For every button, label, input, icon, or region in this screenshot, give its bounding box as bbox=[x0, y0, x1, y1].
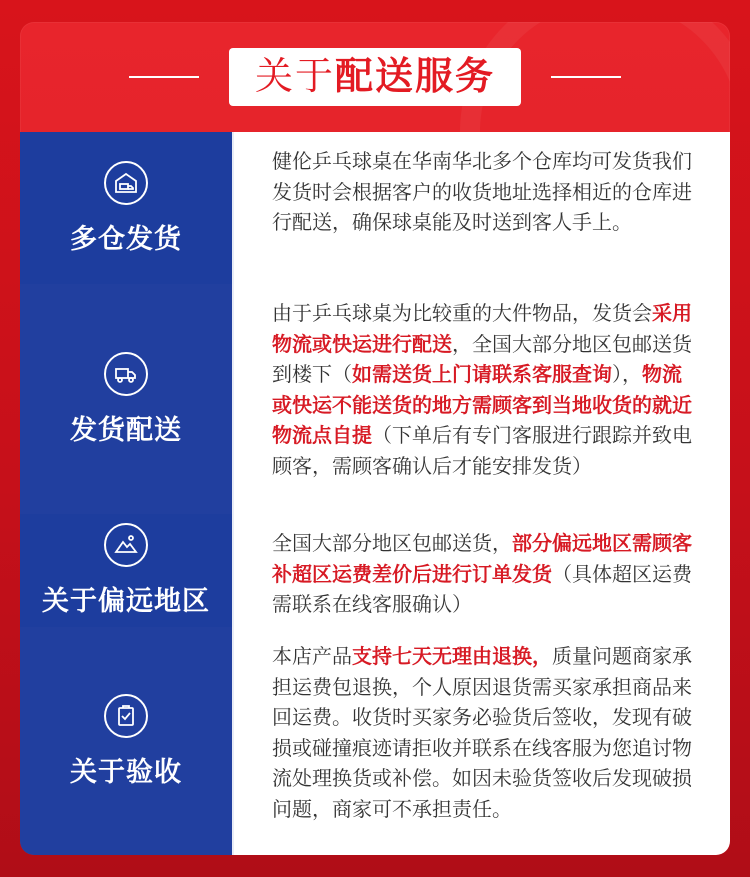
title-main: 配送服务 bbox=[335, 54, 496, 99]
description-text: ）， bbox=[612, 362, 642, 386]
row-description bbox=[234, 132, 730, 284]
service-table bbox=[20, 132, 730, 855]
title-prefix: 关于 bbox=[254, 54, 335, 99]
description-highlight: 支持七天无理由退换， bbox=[352, 644, 552, 668]
page-title bbox=[229, 48, 521, 106]
description-text: 由于乒乓球桌为比较重的大件物品，发货会 bbox=[272, 301, 652, 325]
row-category-cell bbox=[20, 627, 234, 855]
row-category-cell bbox=[20, 514, 234, 627]
delivery-service-card bbox=[20, 22, 730, 855]
row-category-label: 关于偏远地区 bbox=[42, 586, 210, 617]
row-category-cell bbox=[20, 132, 234, 284]
warehouse-truck-icon bbox=[104, 161, 148, 205]
description-highlight: 采用物流或快运进行配送 bbox=[272, 301, 692, 356]
mountain-location-icon bbox=[104, 523, 148, 567]
header-divider-right bbox=[551, 76, 621, 78]
row-category-label: 多仓发货 bbox=[70, 223, 182, 255]
description-text: 本店产品 bbox=[272, 644, 352, 668]
row-category-label: 发货配送 bbox=[70, 414, 182, 446]
description-text: （下单后有专门客服进行跟踪并致电顾客，需顾客确认后才能安排发货） bbox=[272, 423, 692, 478]
inspection-clipboard-icon bbox=[104, 694, 148, 738]
row-category-cell bbox=[20, 284, 234, 514]
header-divider-left bbox=[129, 76, 199, 78]
description-text: 全国大部分地区包邮送货， bbox=[272, 531, 512, 555]
section-header bbox=[20, 22, 730, 132]
row-description bbox=[234, 514, 730, 627]
description-text: 健伦乒乓球桌在华南华北多个仓库均可发货我们发货时会根据客户的收货地址选择相近的仓库进行配送，确保球桌能及时送到客人手上。 bbox=[272, 149, 692, 234]
row-category-label: 关于验收 bbox=[70, 756, 182, 788]
row-description bbox=[234, 627, 730, 855]
service-row-inspection bbox=[20, 627, 730, 855]
description-text: 质量问题商家承担运费包退换，个人原因退货需买家承担商品来回运费。收货时买家务必验货后签收，发现有破损或碰撞痕迹请拒收并联系在线客服为您追讨物流处理换货或补偿。如因未验货签收后发现破损问题，商家可不承担责任。 bbox=[272, 644, 692, 821]
description-highlight: 如需送货上门请联系客服查询 bbox=[352, 362, 612, 386]
delivery-truck-icon bbox=[104, 352, 148, 396]
service-row-delivery bbox=[20, 284, 730, 516]
description-highlight: 物流或快运不能送货的地方需顾客到当地收货的就近物流点自提 bbox=[272, 362, 692, 447]
row-description bbox=[234, 284, 730, 514]
service-row-warehouse bbox=[20, 132, 730, 286]
service-row-remote-areas bbox=[20, 514, 730, 629]
description-text: （具体超区运费需联系在线客服确认） bbox=[272, 561, 692, 616]
description-text: ，全国大部分地区包邮送货到楼下（ bbox=[272, 331, 692, 386]
description-highlight: 部分偏远地区需顾客补超区运费差价后进行订单发货 bbox=[272, 531, 692, 586]
